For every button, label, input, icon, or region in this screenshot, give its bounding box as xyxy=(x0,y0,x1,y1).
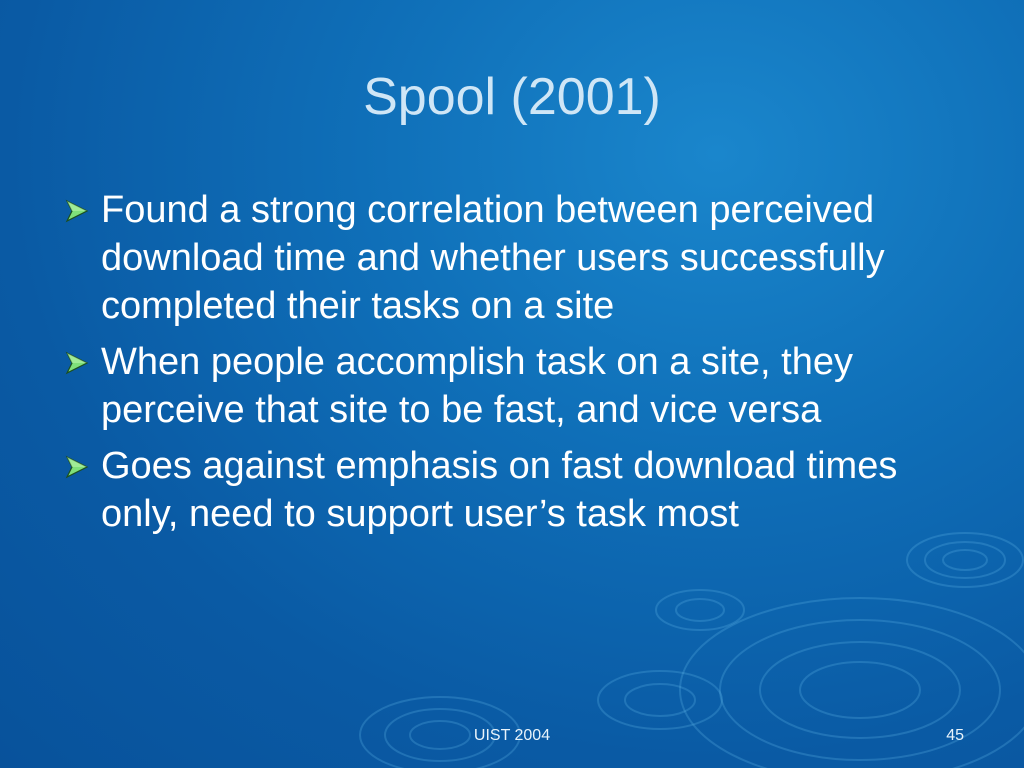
bullet-item xyxy=(64,442,964,538)
bullet-item xyxy=(64,186,964,330)
bullet-text: Goes against emphasis on fast download times only, need to support user’s task most xyxy=(101,445,898,535)
slide-number: 45 xyxy=(946,727,964,744)
bullet-list xyxy=(64,186,964,546)
bullet-text: When people accomplish task on a site, they perceive that site to be fast, and vice versa xyxy=(101,341,853,431)
slide-title: Spool (2001) xyxy=(363,68,661,126)
arrow-bullet-icon xyxy=(64,455,90,479)
arrow-bullet-icon xyxy=(64,351,90,375)
bullet-text: Found a strong correlation between perceived download time and whether users successfully completed their tasks on a site xyxy=(101,189,885,327)
footer-conference-label: UIST 2004 xyxy=(473,727,551,744)
arrow-bullet-icon xyxy=(64,199,90,223)
bullet-item xyxy=(64,338,964,434)
